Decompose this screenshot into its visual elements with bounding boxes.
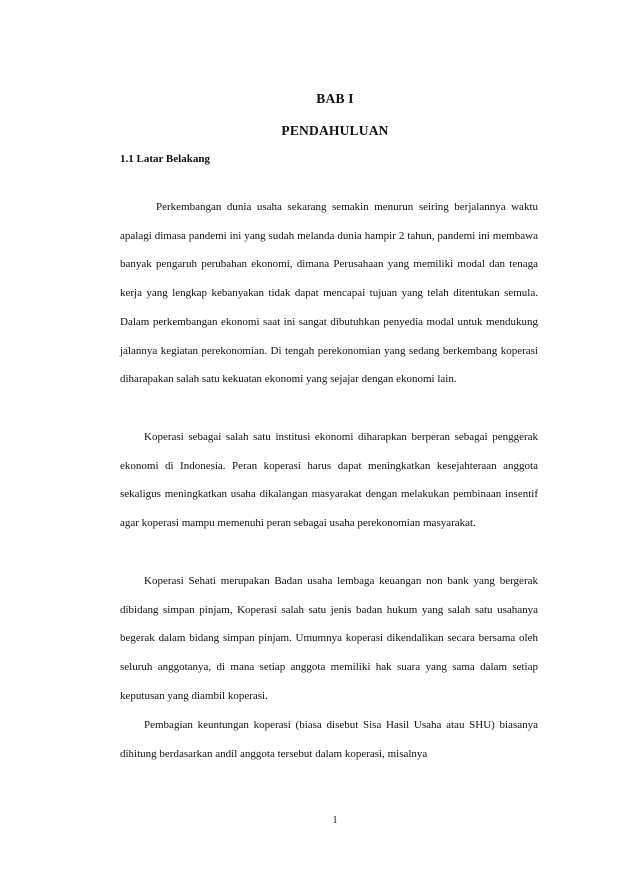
chapter-title: PENDAHULUAN [281, 123, 389, 138]
paragraph-2: Koperasi sebagai salah satu institusi ekonomi diharapkan berperan sebagai penggerak ekonomi di Indonesia. Peran koperasi harus dapat meningkatkan kesejahteraan anggota sekaligus meningkatkan usaha dikalangan masyarakat dengan melakukan pembinaan insentif agar koperasi mampu memenuhi peran sebagai usaha perekonomian masyarakat. [120, 431, 538, 530]
paragraph-1: Perkembangan dunia usaha sekarang semakin menurun seiring berjalannya waktu apalagi dimasa pandemi ini yang sudah melanda dunia hampir 2 tahun, pandemi ini membawa banyak pengaruh perubahan ekonomi, dimana Perusahaan yang memiliki modal dan tenaga kerja yang lengkap kebanyakan tidak dapat mencapai tujuan yang telah ditentukan semula. Dalam perkembangan ekonomi saat ini sangat dibutuhkan penyedia modal untuk mendukung jalannya kegiatan perekonomian. Di tengah perekonomian yang sedang berkembang koperasi diharapakan salah satu kekuatan ekonomi yang sejajar dengan ekonomi lain. [120, 201, 538, 386]
paragraph-4: Pembagian keuntungan koperasi (biasa disebut Sisa Hasil Usaha atau SHU) biasanya dihitung berdasarkan andil anggota tersebut dalam koperasi, misalnya [120, 719, 538, 760]
paragraph-3: Koperasi Sehati merupakan Badan usaha lembaga keuangan non bank yang bergerak dibidang simpan pinjam, Koperasi salah satu jenis badan hukum yang salah satu usahanya begerak dalam bidang simpan pinjam. Umumnya koperasi dikendalikan secara bersama oleh seluruh anggotanya, di mana setiap anggota memiliki hak suara yang sama dalam setiap keputusan yang diambil koperasi. [120, 575, 538, 702]
page-number: 1 [332, 815, 338, 826]
chapter-number: BAB I [316, 91, 354, 106]
section-heading: 1.1 Latar Belakang [120, 153, 210, 165]
